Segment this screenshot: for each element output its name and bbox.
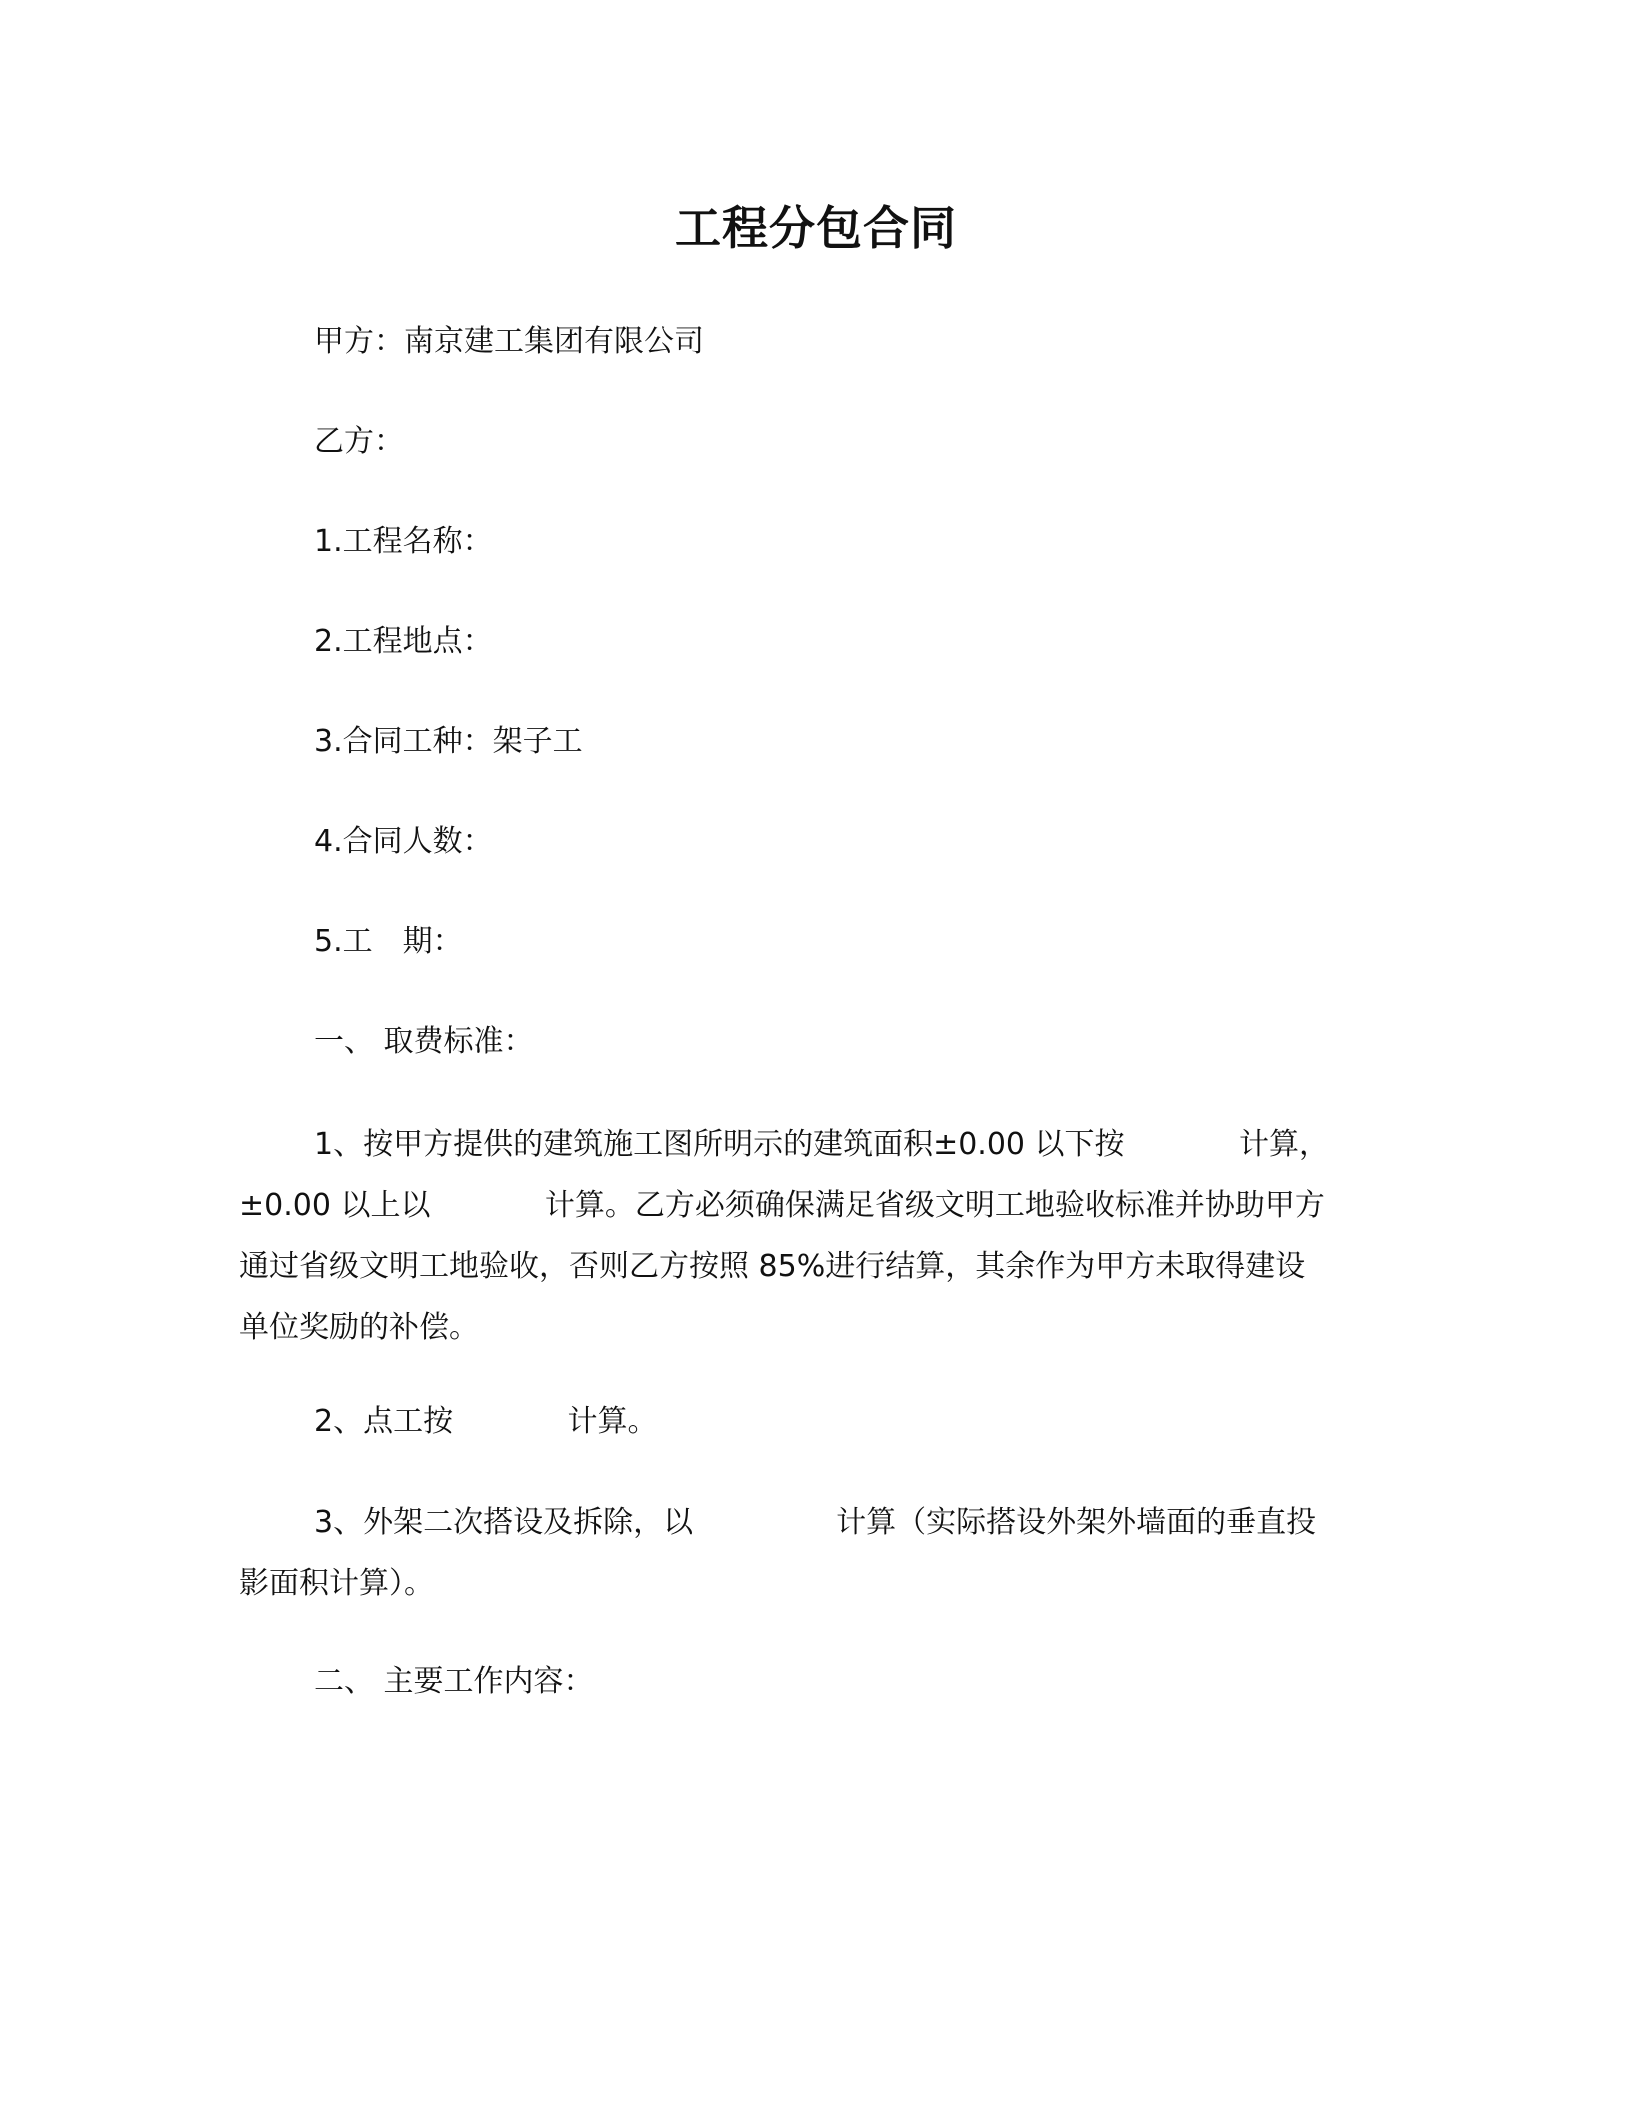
clause-1-line-1: 1、按甲方提供的建筑施工图所明示的建筑面积±0.00 以下按 计算，	[314, 1127, 1329, 1162]
item-contract-headcount: 4.合同人数：	[314, 824, 493, 859]
clause-3-line-1: 3、外架二次搭设及拆除，以 计算（实际搭设外架外墙面的垂直投	[314, 1505, 1317, 1540]
section-fee-standard-heading: 一、 取费标准：	[314, 1024, 534, 1059]
section-main-work-heading: 二、 主要工作内容：	[314, 1664, 594, 1699]
item-duration: 5.工 期：	[314, 924, 463, 959]
party-b-line: 乙方：	[314, 424, 404, 459]
item-project-name: 1.工程名称：	[314, 524, 493, 559]
party-a-line: 甲方：南京建工集团有限公司	[314, 324, 704, 359]
item-contract-trade: 3.合同工种：架子工	[314, 724, 583, 759]
clause-3	[239, 1492, 1389, 1614]
clause-1-line-4: 单位奖励的补偿。	[239, 1310, 479, 1345]
clause-3-line-2: 影面积计算）。	[239, 1566, 434, 1601]
item-project-location: 2.工程地点：	[314, 624, 493, 659]
clause-1-line-2: ±0.00 以上以 计算。乙方必须确保满足省级文明工地验收标准并协助甲方	[239, 1188, 1325, 1223]
clause-2: 2、点工按 计算。	[314, 1404, 658, 1439]
document-title: 工程分包合同	[675, 201, 957, 255]
clause-1	[239, 1114, 1389, 1358]
clause-1-line-3: 通过省级文明工地验收，否则乙方按照 85%进行结算，其余作为甲方未取得建设	[239, 1249, 1306, 1284]
